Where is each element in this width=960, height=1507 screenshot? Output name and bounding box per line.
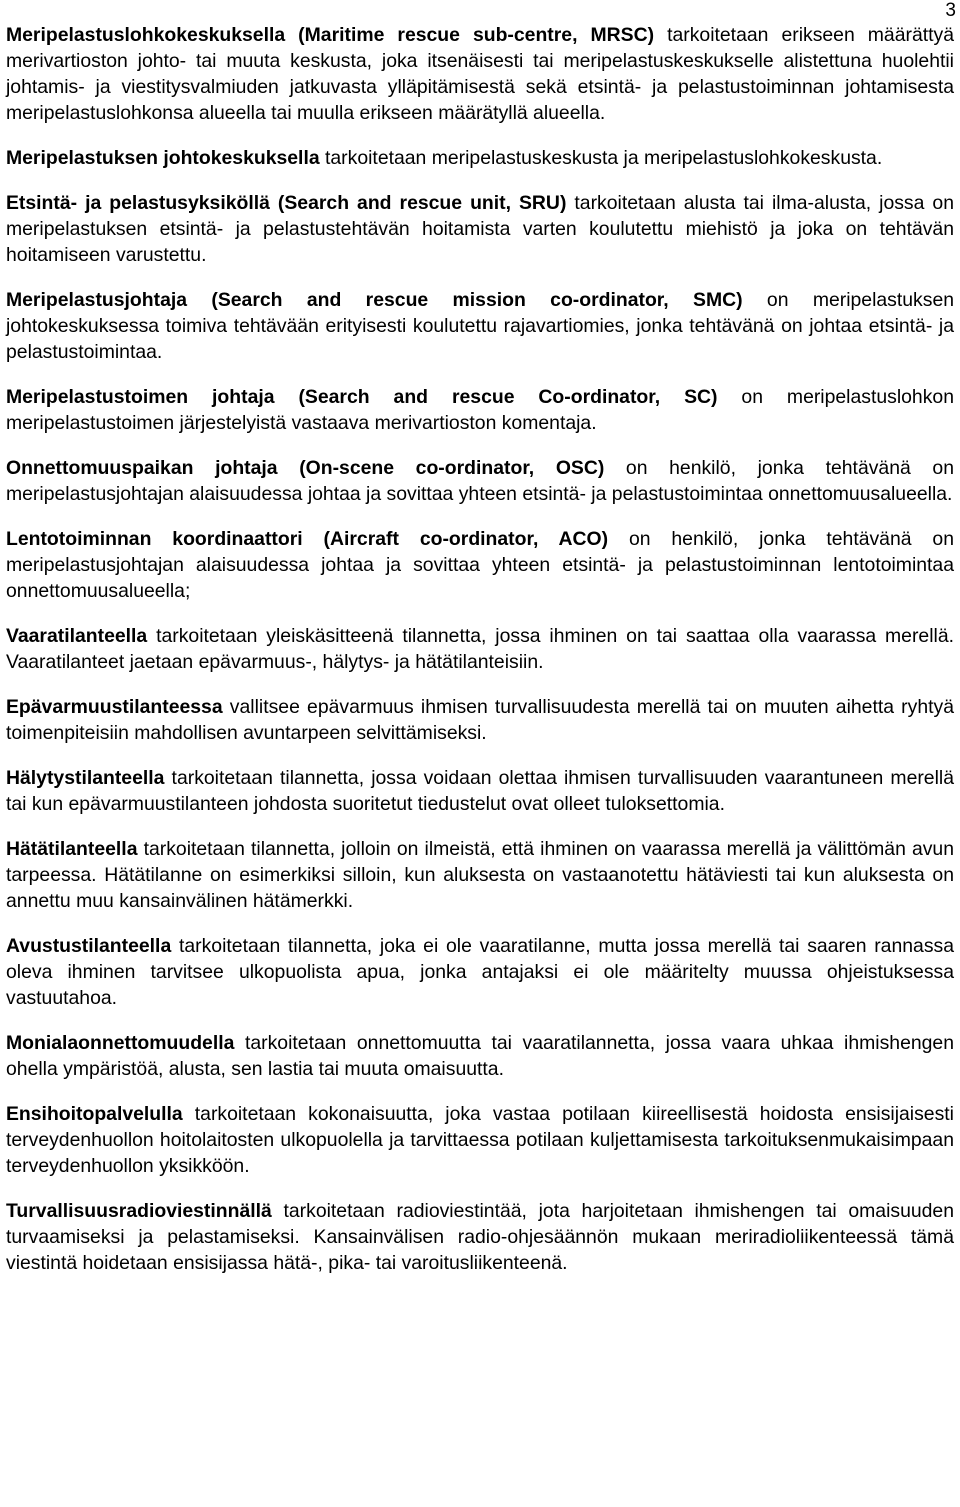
definition-term: Meripelastuslohkokeskuksella (Maritime rescue sub-centre, MRSC) (6, 24, 655, 46)
definition-text: tarkoitetaan tilannetta, jolloin on ilmeistä, että ihminen on vaarassa merellä ja välittömän avun tarpeessa. Hätätilanne on esimerkiksi silloin, kun aluksesta on vastaanotettu hätäviesti tai kun aluksesta on annettu muu kansainvälinen hätämerkki. (6, 838, 954, 912)
definition-paragraph (6, 1030, 954, 1082)
definition-paragraph (6, 526, 954, 604)
definition-term: Monialaonnettomuudella (6, 1032, 235, 1054)
definition-term: Avustustilanteella (6, 935, 172, 957)
definition-text: tarkoitetaan yleiskäsitteenä tilannetta, jossa ihminen on tai saattaa olla vaarassa merellä. Vaaratilanteet jaetaan epävarmuus-, hälytys- ja hätätilanteisiin. (6, 625, 954, 673)
definition-term: Hälytystilanteella (6, 767, 165, 789)
definition-term: Ensihoitopalvelulla (6, 1103, 183, 1125)
definition-paragraph (6, 1101, 954, 1179)
definition-term: Turvallisuusradioviestinnällä (6, 1200, 272, 1222)
definition-text: tarkoitetaan tilannetta, joka ei ole vaaratilanne, mutta jossa merellä tai saaren rannassa oleva ihminen tarvitsee ulkopuolista apua, jonka antajaksi ei ole määritelty muussa ohjeistuksessa vastuutahoa. (6, 935, 954, 1009)
definition-paragraph (6, 765, 954, 817)
definition-term: Epävarmuustilanteessa (6, 696, 223, 718)
definition-text: tarkoitetaan erikseen määrättyä merivartioston johto- tai muuta keskusta, joka itsenäisesti tai meripelastuskeskukselle alistettuna huolehtii johtamis- ja viestitysvalmiuden jatkuvasta ylläpitämisestä sekä etsintä- ja pelastustoiminnan johtamisesta meripelastuslohkonsa alueella tai muulla erikseen määrätyllä alueella. (6, 24, 954, 124)
definition-paragraph (6, 455, 954, 507)
definition-paragraph (6, 190, 954, 268)
definition-paragraph (6, 145, 954, 171)
definition-text: on meripelastuksen johtokeskuksessa toimiva tehtävään erityisesti koulutettu rajavartiomies, jonka tehtävänä on johtaa etsintä- ja pelastustoimintaa. (6, 289, 955, 363)
definition-text: on henkilö, jonka tehtävänä on meripelastusjohtajan alaisuudessa johtaa ja sovittaa yhteen etsintä- ja pelastustoiminnan lentotoimintaa onnettomuusalueella; (6, 528, 954, 602)
definition-paragraph (6, 1198, 954, 1276)
definition-term: Hätätilanteella (6, 838, 138, 860)
definition-text: tarkoitetaan meripelastuskeskusta ja meripelastuslohkokeskusta. (319, 147, 883, 169)
definition-term: Etsintä- ja pelastusyksiköllä (Search and rescue unit, SRU) (6, 192, 567, 214)
definition-text: on meripelastuslohkon meripelastustoimen järjestelyistä vastaava merivartioston komentaja. (6, 386, 954, 434)
definition-term: Vaaratilanteella (6, 625, 148, 647)
definition-paragraph (6, 623, 954, 675)
definition-text: tarkoitetaan kokonaisuutta, joka vastaa potilaan kiireellisestä hoidosta ensisijaisesti terveydenhuollon hoitolaitosten ulkopuolella ja tarvittaessa potilaan kuljettamisesta tarkoituksenmukaisimpaan terveydenhuollon yksikköön. (6, 1103, 954, 1177)
definition-text: tarkoitetaan radioviestintää, jota harjoitetaan ihmishengen tai omaisuuden turvaamiseksi ja pelastamiseksi. Kansainvälisen radio-ohjesäännön mukaan meriradioliikenteessä tämä viestintä hoidetaan ensisijassa hätä-, pika- tai varoitusliikenteenä. (6, 1200, 954, 1274)
definition-text: tarkoitetaan tilannetta, jossa voidaan olettaa ihmisen turvallisuuden vaarantuneen merellä tai kun epävarmuustilanteen johdosta suoritetut tiedustelut ovat olleet tuloksettomia. (6, 767, 954, 815)
definition-term: Lentotoiminnan koordinaattori (Aircraft co-ordinator, ACO) (6, 528, 609, 550)
definition-term: Meripelastusjohtaja (Search and rescue mission co-ordinator, SMC) (6, 289, 743, 311)
definition-text: tarkoitetaan alusta tai ilma-alusta, jossa on meripelastuksen etsintä- ja pelastustehtävän hoitamista varten koulutettu miehistö ja joka on tehtävän hoitamiseen varustettu. (6, 192, 954, 266)
definition-term: Onnettomuuspaikan johtaja (On-scene co-ordinator, OSC) (6, 457, 605, 479)
definition-term: Meripelastuksen johtokeskuksella (6, 147, 320, 169)
definition-paragraph (6, 287, 954, 365)
definition-text: on henkilö, jonka tehtävänä on meripelastusjohtajan alaisuudessa johtaa ja sovittaa yhteen etsintä- ja pelastustoimintaa onnettomuusalueella. (6, 457, 954, 505)
definition-text: tarkoitetaan onnettomuutta tai vaaratilannetta, jossa vaara uhkaa ihmishengen ohella ympäristöä, alusta, sen lastia tai muuta omaisuutta. (6, 1032, 954, 1080)
definition-paragraph (6, 836, 954, 914)
definition-paragraph (6, 384, 954, 436)
definition-term: Meripelastustoimen johtaja (Search and rescue Co-ordinator, SC) (6, 386, 718, 408)
page-number: 3 (945, 0, 956, 21)
document-body (6, 22, 954, 1295)
definition-paragraph (6, 933, 954, 1011)
definition-paragraph (6, 694, 954, 746)
definition-paragraph (6, 22, 954, 126)
definition-text: vallitsee epävarmuus ihmisen turvallisuudesta merellä tai on muuten aihetta ryhtyä toimenpiteisiin mahdollisen avuntarpeen selvittämiseksi. (6, 696, 954, 744)
